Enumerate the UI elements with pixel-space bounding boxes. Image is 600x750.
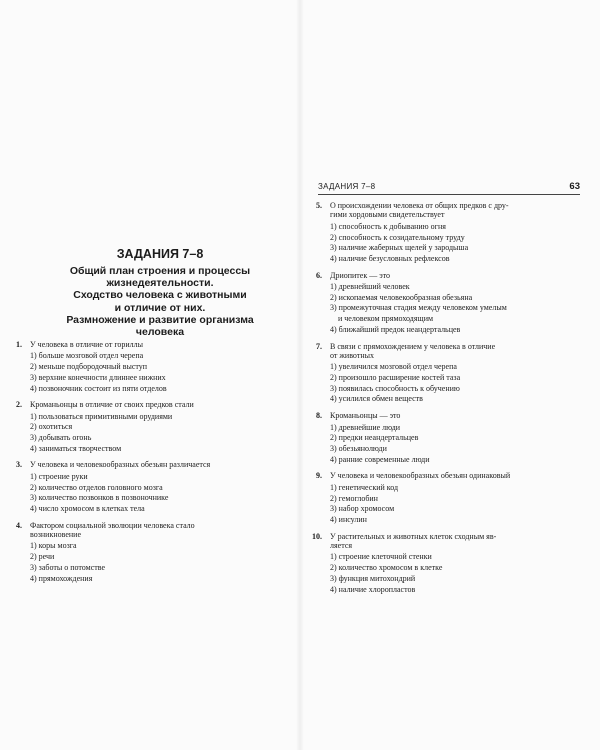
answer-option: 4) ранние современные люди (330, 454, 430, 464)
answer-option: 2) способность к созидательному труду (330, 232, 465, 242)
question-text (330, 471, 600, 480)
question-number: 9. (316, 471, 322, 481)
question-text (30, 521, 300, 540)
subtitle-line: Общий план строения и процессы (69, 265, 251, 277)
answer-option: 2) речи (30, 552, 55, 562)
question-number: 1. (16, 340, 22, 349)
question-number: 8. (316, 411, 322, 421)
answer-option: 1) способность к добыванию огня (330, 221, 446, 231)
answer-option: 2) ископаемая человекообразная обезьяна (330, 292, 473, 302)
question-number: 6. (316, 270, 322, 280)
question-item (300, 201, 600, 265)
question-text (30, 400, 300, 409)
question-number: 4. (16, 520, 22, 530)
question-text-line: У растительных и животных клеток сходным яв- (330, 531, 497, 541)
question-text-line: Кроманьонцы в отличие от своих предков стали (30, 400, 194, 410)
subtitle-line: человека (135, 326, 185, 339)
question-number: 10. (312, 531, 322, 541)
answer-option: 1) генетический код (330, 482, 399, 492)
question-text-line: Дриопитек — это (330, 270, 391, 280)
answer-options (0, 412, 300, 455)
question-text-line: У человека и человекообразных обезьян одинаковый (330, 471, 511, 481)
answer-option: 2) количество хромосом в клетке (330, 563, 443, 573)
answer-option: 3) добывать огонь (30, 433, 92, 443)
answer-option: 1) увеличился мозговой отдел черепа (330, 362, 457, 372)
answer-option: 4) число хромосом в клетках тела (30, 503, 145, 513)
question-text-line: гими хордовыми свидетельствует (330, 210, 445, 220)
page-number: 63 (569, 181, 580, 192)
answer-options (300, 222, 600, 265)
question-item (300, 271, 600, 336)
question-text-line: возникновение (30, 530, 82, 540)
question-text-line: Фактором социальной эволюции человека стало (30, 520, 195, 530)
answer-option: и человеком прямоходящим (330, 314, 434, 324)
question-number: 3. (16, 460, 22, 470)
answer-option: 3) появилась способность к обучению (330, 383, 460, 393)
answer-option: 1) строение клеточной стенки (330, 552, 432, 562)
answer-options (300, 483, 600, 526)
answer-option: 3) промежуточная стадия между человеком умелым (330, 303, 507, 313)
answer-options (300, 552, 600, 595)
answer-options (300, 282, 600, 336)
question-item (300, 342, 600, 406)
question-item (0, 340, 300, 394)
answer-option: 2) произошло расширение костей таза (330, 373, 461, 383)
question-item (300, 532, 600, 596)
question-item (300, 471, 600, 525)
answer-option: 2) гемоглобин (330, 493, 378, 503)
question-text (30, 340, 300, 349)
answer-option: 1) больше мозговой отдел черепа (30, 351, 144, 361)
answer-option: 3) набор хромосом (330, 504, 395, 514)
right-page (300, 0, 600, 750)
question-item (0, 460, 300, 514)
answer-options (0, 541, 300, 584)
answer-option: 3) заботы о потомстве (30, 562, 106, 572)
question-number: 5. (316, 201, 322, 210)
running-head-title: ЗАДАНИЯ 7–8 (318, 182, 376, 191)
answer-option: 2) меньше подбородочный выступ (30, 362, 148, 372)
question-list (0, 340, 300, 590)
question-text-line: ляется (330, 541, 353, 551)
answer-option: 2) количество отделов головного мозга (30, 482, 163, 492)
question-list (300, 201, 600, 601)
answer-option: 2) предки неандертальцев (330, 433, 419, 443)
answer-option: 1) пользоваться примитивными орудиями (30, 411, 173, 421)
question-text-line: Кроманьонцы — это (330, 411, 401, 421)
question-text-line: У человека и человекообразных обезьян различается (30, 460, 211, 470)
answer-option: 4) инсулин (330, 514, 367, 524)
answer-option: 3) верхние конечности длиннее нижних (30, 372, 166, 382)
answer-option: 4) усилился обмен веществ (330, 394, 423, 404)
question-text (330, 271, 600, 280)
answer-option: 4) наличие хлоропластов (330, 584, 416, 594)
subtitle-line: Сходство человека с животными (73, 289, 247, 302)
question-text-line: В связи с прямохождением у человека в отличие (330, 341, 496, 351)
subtitle-line: жизнедеятельности. (106, 277, 214, 290)
answer-option: 4) прямохождения (30, 573, 93, 583)
question-text-line: от животных (330, 350, 374, 360)
answer-options (300, 362, 600, 405)
answer-option: 3) обезьянолюди (330, 443, 387, 453)
question-number: 2. (16, 400, 22, 410)
answer-options (300, 423, 600, 466)
answer-option: 3) функция митохондрий (330, 573, 416, 583)
answer-option: 4) заниматься творчеством (30, 443, 122, 453)
answer-option: 4) ближайший предок неандертальцев (330, 324, 461, 334)
question-text (30, 460, 300, 469)
question-text-line: У человека в отличие от гориллы (30, 340, 144, 349)
question-number: 7. (316, 341, 322, 351)
section-subtitle (38, 265, 282, 338)
question-item (300, 411, 600, 465)
running-head (318, 182, 580, 195)
question-text (330, 411, 600, 420)
question-text (330, 201, 600, 220)
question-item (0, 400, 300, 454)
question-item (0, 521, 300, 585)
subtitle-line: и отличие от них. (114, 301, 206, 314)
answer-option: 4) наличие безусловных рефлексов (330, 253, 450, 263)
answer-option: 4) позвоночник состоит из пяти отделов (30, 383, 167, 393)
question-text (330, 532, 600, 551)
answer-option: 3) наличие жаберных щелей у зародыша (330, 243, 469, 253)
question-text (330, 342, 600, 361)
answer-options (0, 472, 300, 515)
section-title: ЗАДАНИЯ 7–8 (116, 247, 204, 261)
answer-options (0, 351, 300, 394)
subtitle-line: Размножение и развитие организма (66, 313, 254, 326)
answer-option: 1) строение руки (30, 471, 88, 481)
question-text-line: О происхождении человека от общих предков с дру- (330, 201, 509, 210)
answer-option: 2) охотиться (30, 422, 73, 432)
answer-option: 1) древнейшие люди (330, 422, 401, 432)
answer-option: 3) количество позвонков в позвоночнике (30, 493, 169, 503)
answer-option: 1) древнейший человек (330, 282, 410, 292)
answer-option: 1) коры мозга (30, 541, 77, 551)
